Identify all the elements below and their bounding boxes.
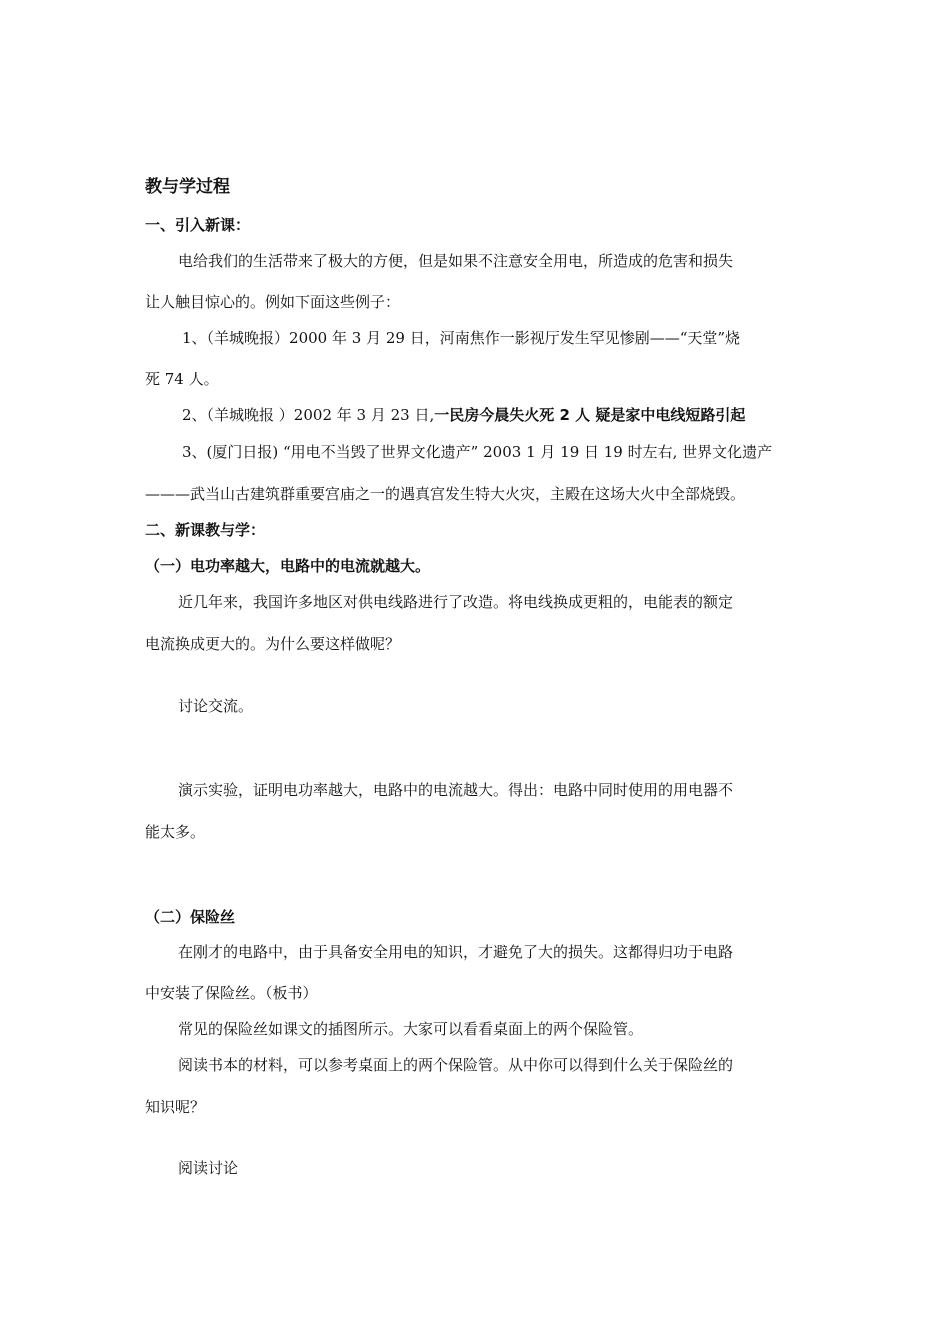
discussion-text: 讨论交流。 [178,697,254,715]
example2-line [182,405,745,425]
intro-line-2: 让人触目惊心的。例如下面这些例子： [145,293,401,311]
sub1-para-line-2: 电流换成更大的。为什么要这样做呢？ [145,635,401,653]
sub2-para1-line-2: 中安装了保险丝。（板书） [145,984,318,1002]
doc-title: 教与学过程 [145,177,230,197]
section2-heading: 二、新课教与学： [145,521,266,539]
example2-prefix: 2、（羊城晚报 ）2002 年 3 月 23 日, [182,406,435,424]
sub2-para3-line-1: 阅读书本的材料，可以参考桌面上的两个保险管。从中你可以得到什么关于保险丝的 [178,1056,734,1074]
sub2-para2: 常见的保险丝如课文的插图所示。大家可以看看桌面上的两个保险管。 [178,1020,644,1038]
sub2-para3-line-2: 知识呢？ [145,1098,206,1116]
example2-headline: 一民房今晨失火死 2 人 疑是家中电线短路引起 [434,406,746,424]
subsection1-heading: （一）电功率越大，电路中的电流就越大。 [145,557,431,575]
subsection2-heading: （二）保险丝 [145,908,236,926]
demo-line-1: 演示实验，证明电功率越大，电路中的电流越大。得出：电路中同时使用的用电器不 [178,781,734,799]
example3-line-2: ———武当山古建筑群重要宫庙之一的遇真宫发生特大火灾，主殿在这场大火中全部烧毁。 [145,485,746,503]
example1-line-2: 死 74 人。 [145,370,219,388]
sub2-para1-line-1: 在刚才的电路中，由于具备安全用电的知识，才避免了大的损失。这都得归功于电路 [178,943,734,961]
example1-line-1: 1、（羊城晚报）2000 年 3 月 29 日，河南焦作一影视厅发生罕见惨剧——“天堂”烧 [182,329,741,347]
demo-line-2: 能太多。 [145,823,206,841]
intro-line-1: 电给我们的生活带来了极大的方便，但是如果不注意安全用电，所造成的危害和损失 [178,252,734,270]
sub2-para4: 阅读讨论 [178,1159,239,1177]
section1-heading: 一、引入新课： [145,216,251,234]
example3-line-1: 3、(厦门日报) “用电不当毁了世界文化遗产” 2003 1 月 19 日 19 时左右, 世界文化遗产 [182,443,773,461]
sub1-para-line-1: 近几年来，我国许多地区对供电线路进行了改造。将电线换成更粗的，电能表的额定 [178,593,734,611]
